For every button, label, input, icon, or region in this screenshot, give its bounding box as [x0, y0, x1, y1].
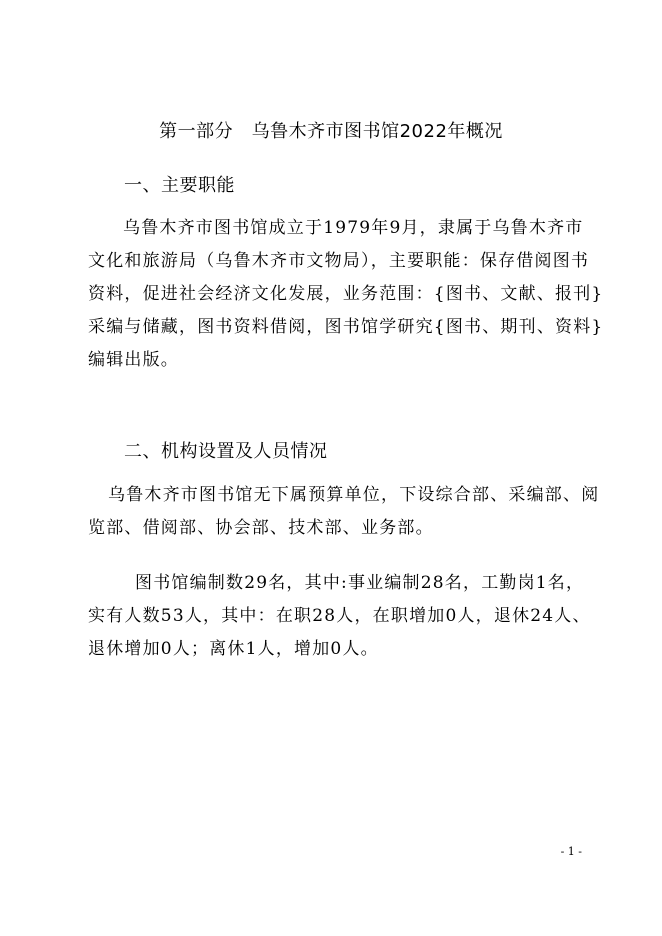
- paragraph-organization: [88, 479, 600, 545]
- section-heading-main-functions: 一、主要职能: [124, 175, 235, 196]
- paragraph-line: 乌鲁木齐市图书馆无下属预算单位，下设综合部、采编部、阅: [108, 485, 600, 505]
- paragraph-main-functions: [88, 212, 604, 377]
- paragraph-line: 乌鲁木齐市图书馆成立于1979年9月，隶属于乌鲁木齐市: [123, 218, 584, 238]
- paragraph-line: 文化和旅游局（乌鲁木齐市文物局），主要职能：保存借阅图书: [88, 251, 590, 271]
- paragraph-line: 资料，促进社会经济文化发展，业务范围：{图书、文献、报刊}: [88, 284, 604, 304]
- paragraph-line: 实有人数53人，其中：在职28人，在职增加0人，退休24人、: [88, 606, 591, 626]
- page-number: - 1 -: [560, 845, 582, 858]
- paragraph-line: 采编与储藏，图书资料借阅，图书馆学研究{图书、期刊、资料}: [88, 317, 604, 337]
- paragraph-line: 编辑出版。: [88, 350, 179, 370]
- paragraph-staffing: [88, 567, 591, 666]
- paragraph-line: 览部、借阅部、协会部、技术部、业务部。: [88, 518, 434, 538]
- page-title: 第一部分 乌鲁木齐市图书馆2022年概况: [159, 121, 503, 142]
- section-heading-organization-staff: 二、机构设置及人员情况: [124, 441, 328, 462]
- paragraph-line: 退休增加0人；离休1人，增加0人。: [88, 639, 379, 659]
- paragraph-line: 图书馆编制数29名，其中:事业编制28名，工勤岗1名，: [135, 573, 585, 593]
